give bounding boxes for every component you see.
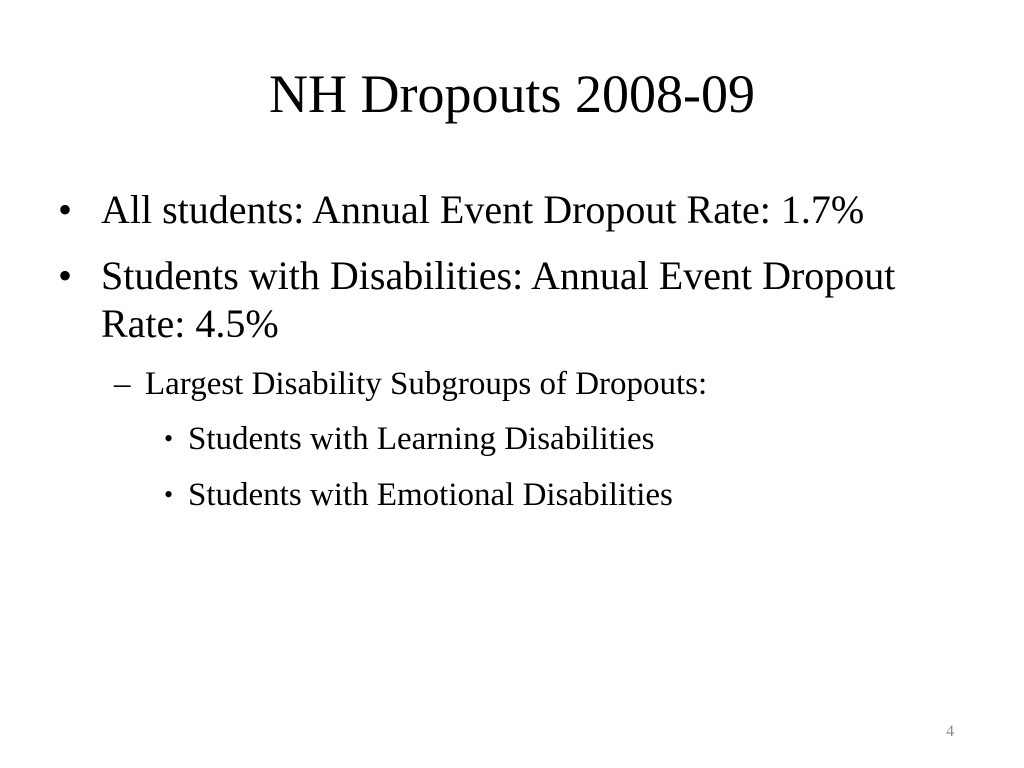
slide-content	[58, 186, 958, 531]
bullet-marker: •	[164, 480, 174, 509]
sub-bullet-text: Largest Disability Subgroups of Dropouts:	[145, 366, 708, 402]
bullet-text: Students with Disabilities: Annual Event Dropout Rate: 4.5%	[101, 253, 896, 346]
slide-title: NH Dropouts 2008-09	[269, 64, 755, 124]
bullet-marker: •	[58, 187, 73, 232]
sub-sub-bullet-learning-disabilities	[164, 419, 958, 459]
bullet-marker: •	[58, 253, 73, 298]
sub-sub-bullet-emotional-disabilities	[164, 475, 958, 515]
dash-marker: –	[114, 366, 131, 402]
bullet-text: All students: Annual Event Dropout Rate: 1.7%	[101, 187, 865, 232]
bullet-all-students	[58, 186, 958, 234]
slide-number: 4	[946, 723, 954, 740]
sub-sub-bullet-text: Students with Learning Disabilities	[188, 421, 655, 457]
sub-bullet-largest-subgroups	[114, 364, 958, 404]
bullet-students-with-disabilities	[58, 252, 958, 348]
sub-sub-bullet-text: Students with Emotional Disabilities	[188, 477, 673, 513]
bullet-marker: •	[164, 424, 174, 453]
